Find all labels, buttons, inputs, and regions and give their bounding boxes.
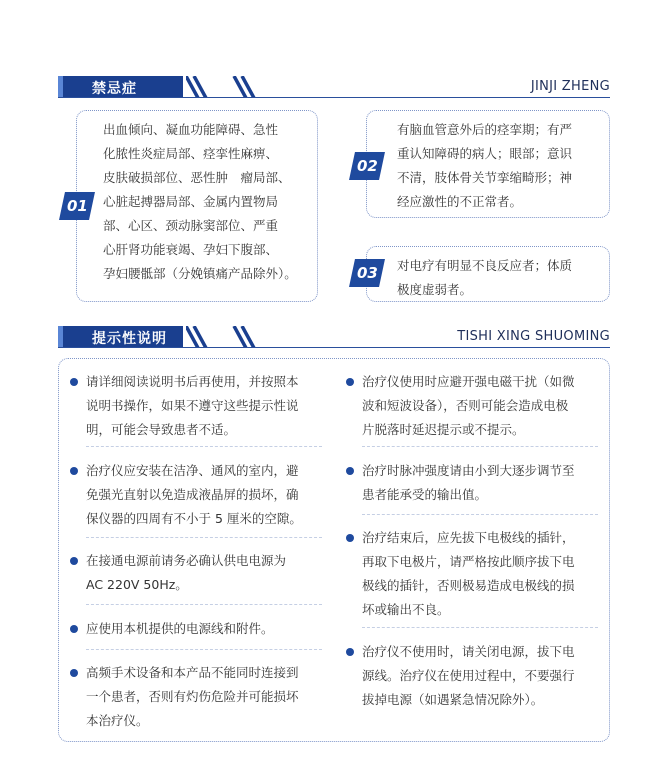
tip-separator (362, 514, 598, 515)
tip-item: 在接通电源前请务必确认供电电源为 AC 220V 50Hz。 (70, 549, 332, 597)
tip-item: 治疗时脉冲强度请由小到大逐步调节至 患者能承受的输出值。 (346, 459, 608, 507)
contraindication-text-03: 对电疗有明显不良反应者；体质 极度虚弱者。 (397, 258, 573, 297)
bullet-icon (70, 557, 78, 565)
section-pinyin: JINJI ZHENG (530, 79, 610, 94)
bullet-icon (70, 625, 78, 633)
bullet-icon (70, 467, 78, 475)
tip-separator (86, 604, 322, 605)
bullet-icon (346, 467, 354, 475)
contraindications-header (58, 76, 610, 98)
number-badge-02: 02 (349, 152, 385, 180)
header-rule (58, 347, 610, 348)
contraindication-text-01: 出血倾向、凝血功能障碍、急性 化脓性炎症局部、痉挛性麻痹、 皮肤破损部位、恶性肿 瘤局部、 心脏起搏器局部、金属内置物局 部、心区、颈动脉窦部位、严重 心肝肾功能衰竭、孕妇下腹部、 孕妇腰骶部（分娩镇痛产品除外）。 (103, 122, 297, 281)
section-title: 提示性说明 (92, 331, 167, 347)
tip-item: 请详细阅读说明书后再使用，并按照本 说明书操作，如果不遵守这些提示性说 明，可能会导致患者不适。 (70, 370, 332, 442)
header-rule (58, 97, 610, 98)
bullet-icon (70, 378, 78, 386)
tip-item: 治疗仪不使用时，请关闭电源，拔下电 源线。治疗仪在使用过程中，不要强行 拔掉电源（如遇紧急情况除外）。 (346, 640, 608, 712)
tip-separator (86, 537, 322, 538)
tip-item: 应使用本机提供的电源线和附件。 (70, 617, 332, 641)
number-badge-01: 01 (59, 192, 95, 220)
contraindication-text-02: 有脑血管意外后的痉挛期；有严 重认知障碍的病人；眼部；意识 不清，肢体骨关节挛缩畸形；神 经应激性的不正常者。 (397, 122, 573, 209)
section-title: 禁忌症 (92, 81, 137, 97)
slash-decoration-icon (186, 326, 256, 348)
header-bar-accent (58, 326, 63, 348)
tips-header (58, 326, 610, 348)
tip-separator (362, 446, 598, 447)
tip-item: 治疗仪应安装在洁净、通风的室内，避 免强光直射以免造成液晶屏的损坏，确 保仪器的四周有不小于 5 厘米的空隙。 (70, 459, 332, 531)
tip-item: 高频手术设备和本产品不能同时连接到 一个患者，否则有灼伤危险并可能损坏 本治疗仪。 (70, 661, 332, 733)
section-pinyin: TISHI XING SHUOMING (457, 329, 610, 344)
header-bar-accent (58, 76, 63, 98)
bullet-icon (346, 378, 354, 386)
tip-separator (362, 627, 598, 628)
number-badge-03: 03 (349, 259, 385, 287)
tip-item: 治疗结束后，应先拔下电极线的插针， 再取下电极片，请严格按此顺序拔下电 极线的插针，否则极易造成电极线的损 坏或输出不良。 (346, 526, 608, 622)
bullet-icon (346, 534, 354, 542)
tip-item: 治疗仪使用时应避开强电磁干扰（如微 波和短波设备），否则可能会造成电极 片脱落时延迟提示或不提示。 (346, 370, 608, 442)
bullet-icon (70, 669, 78, 677)
tip-separator (86, 649, 322, 650)
slash-decoration-icon (186, 76, 256, 98)
bullet-icon (346, 648, 354, 656)
tip-separator (86, 446, 322, 447)
